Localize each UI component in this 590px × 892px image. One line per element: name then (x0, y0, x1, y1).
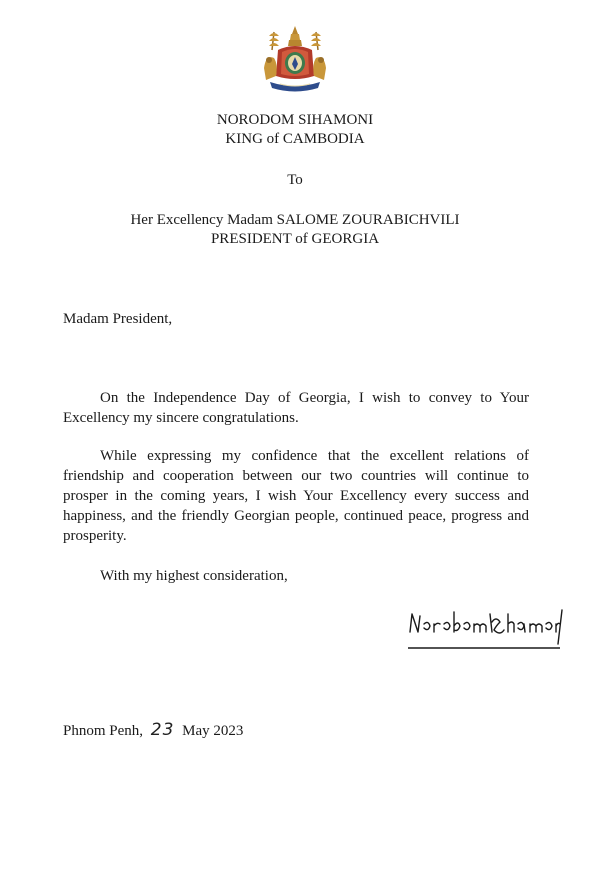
recipient-title: PRESIDENT of GEORGIA (210, 231, 380, 247)
salutation: Madam President, (63, 311, 173, 327)
paragraph-1: On the Independence Day of Georgia, I wish to convey to Your Excellency my sincere congratulations. (63, 390, 529, 426)
handwritten-day: 23 (150, 720, 175, 740)
recipient-line: Her Excellency Madam SALOME ZOURABICHVILI (130, 212, 460, 228)
place-name: Phnom Penh, (63, 723, 144, 739)
sender-title: KING of CAMBODIA (225, 131, 365, 147)
month-year: May 2023 (182, 723, 244, 739)
royal-crest-icon (258, 24, 332, 96)
paragraph-2: While expressing my confidence that the excellent relations of friendship and cooperation between our two countries will continue to prosper in the coming years, I wish Your Excellency every success and happiness, and the friendly Georgian people, continued peace, progress and prosperity. (63, 448, 529, 544)
sender-name: NORODOM SIHAMONI (216, 112, 374, 128)
closing-line: With my highest consideration, (100, 568, 288, 584)
to-label: To (287, 172, 303, 188)
signature-icon (404, 602, 564, 654)
place-date (63, 720, 243, 741)
